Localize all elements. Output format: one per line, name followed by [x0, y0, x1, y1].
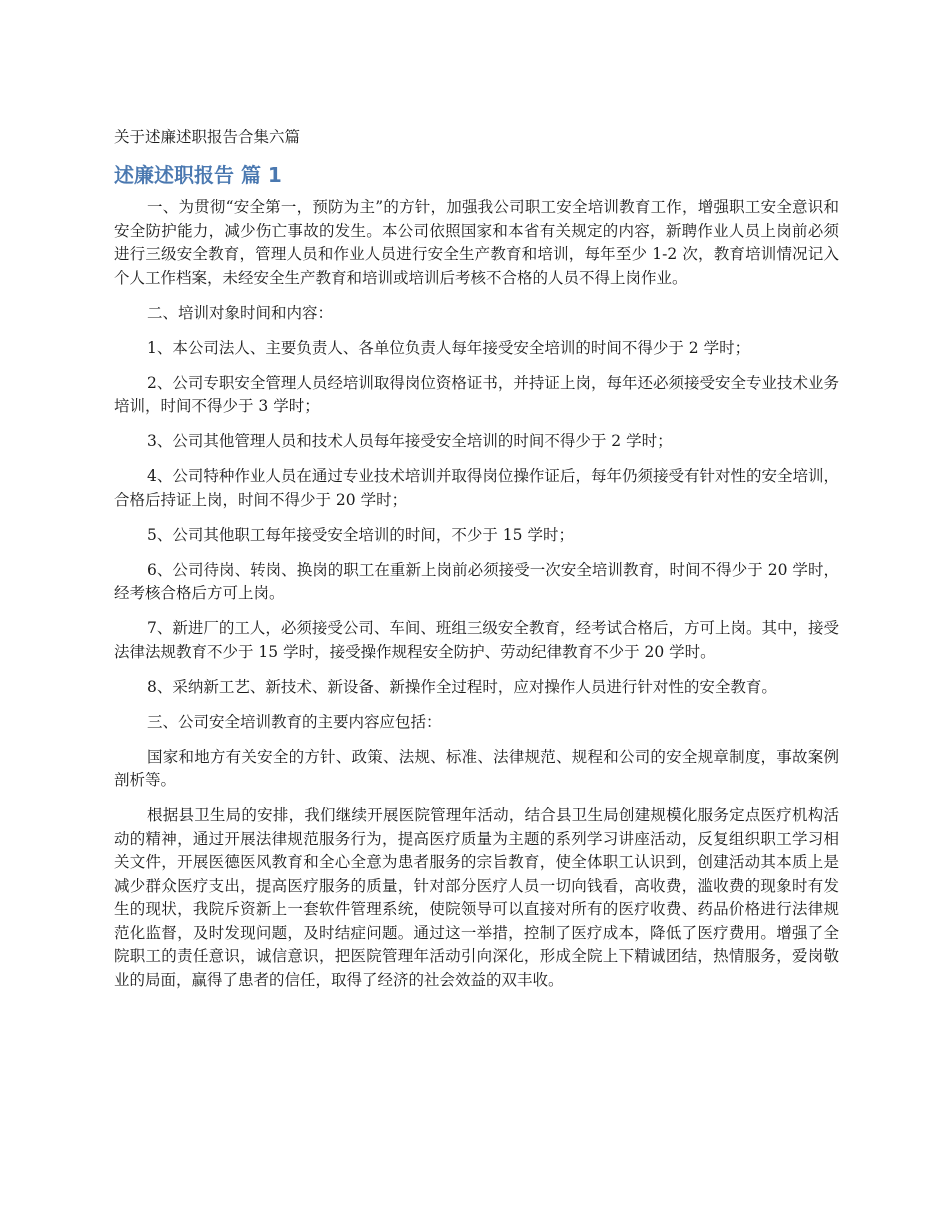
- paragraph: 8、采纳新工艺、新技术、新设备、新操作全过程时，应对操作人员进行针对性的安全教育。: [147, 677, 777, 696]
- paragraph: 3、公司其他管理人员和技术人员每年接受安全培训的时间不得少于 2 学时；: [147, 432, 673, 450]
- document-page: [114, 124, 839, 1004]
- paragraph: 6、公司待岗、转岗、换岗的职工在重新上岗前必须接受一次安全培训教育，时间不得少于 20 学时，经考核合格后方可上岗。: [114, 560, 839, 602]
- paragraph: 1、本公司法人、主要负责人、各单位负责人每年接受安全培训的时间不得少于 2 学时；: [147, 338, 751, 357]
- paragraph: 国家和地方有关安全的方针、政策、法规、标准、法律规范、规程和公司的安全规章制度，事故案例剖析等。: [114, 747, 839, 789]
- paragraph: 二、培训对象时间和内容：: [147, 303, 334, 322]
- section-heading: 述廉述职报告 篇 1: [114, 163, 282, 187]
- paragraph: 5、公司其他职工每年接受安全培训的时间，不少于 15 学时；: [147, 525, 574, 544]
- paragraph: 根据县卫生局的安排，我们继续开展医院管理年活动，结合县卫生局创建规模化服务定点医疗机构活动的精神，通过开展法律规范服务行为，提高医疗质量为主题的系列学习讲座活动，反复组织职工学习相关文件，开展医德医风教育和全心全意为患者服务的宗旨教育，使全体职工认识到，创建活动其本质上是减少群众医疗支出，提高医疗服务的质量，针对部分医疗人员一切向钱看，高收费，滥收费的现象时有发生的现状，我院斥资新上一套软件管理系统，使院领导可以直接对所有的医疗收费、药品价格进行法律规范化监督，及时发现问题，及时结症问题。通过这一举措，控制了医疗成本，降低了医疗费用。增强了全院职工的责任意识，诚信意识，把医院管理年活动引向深化，形成全院上下精诚团结，热情服务，爱岗敬业的局面，赢得了患者的信任，取得了经济的社会效益的双丰收。: [114, 806, 839, 989]
- paragraph: 7、新进厂的工人，必须接受公司、车间、班组三级安全教育，经考试合格后，方可上岗。其中，接受法律法规教育不少于 15 学时，接受操作规程安全防护、劳动纪律教育不少于 20 学时。: [114, 619, 839, 661]
- paragraph: 2、公司专职安全管理人员经培训取得岗位资格证书，并持证上岗，每年还必须接受安全专业技术业务培训，时间不得少于 3 学时；: [114, 373, 839, 415]
- paragraph: 4、公司特种作业人员在通过专业技术培训并取得岗位操作证后，每年仍须接受有针对性的安全培训，合格后持证上岗，时间不得少于 20 学时；: [114, 467, 839, 509]
- document-title: 关于述廉述职报告合集六篇: [114, 128, 301, 146]
- paragraph: 三、公司安全培训教育的主要内容应包括：: [147, 712, 442, 731]
- paragraph: 一、为贯彻“安全第一，预防为主”的方针，加强我公司职工安全培训教育工作，增强职工安全意识和安全防护能力，减少伤亡事故的发生。本公司依照国家和本省有关规定的内容，新聘作业人员上岗前必须进行三级安全教育，管理人员和作业人员进行安全生产教育和培训，每年至少 1-2 次，教育培训情况记入个人工作档案，未经安全生产教育和培训或培训后考核不合格的人员不得上岗作业。: [114, 198, 839, 287]
